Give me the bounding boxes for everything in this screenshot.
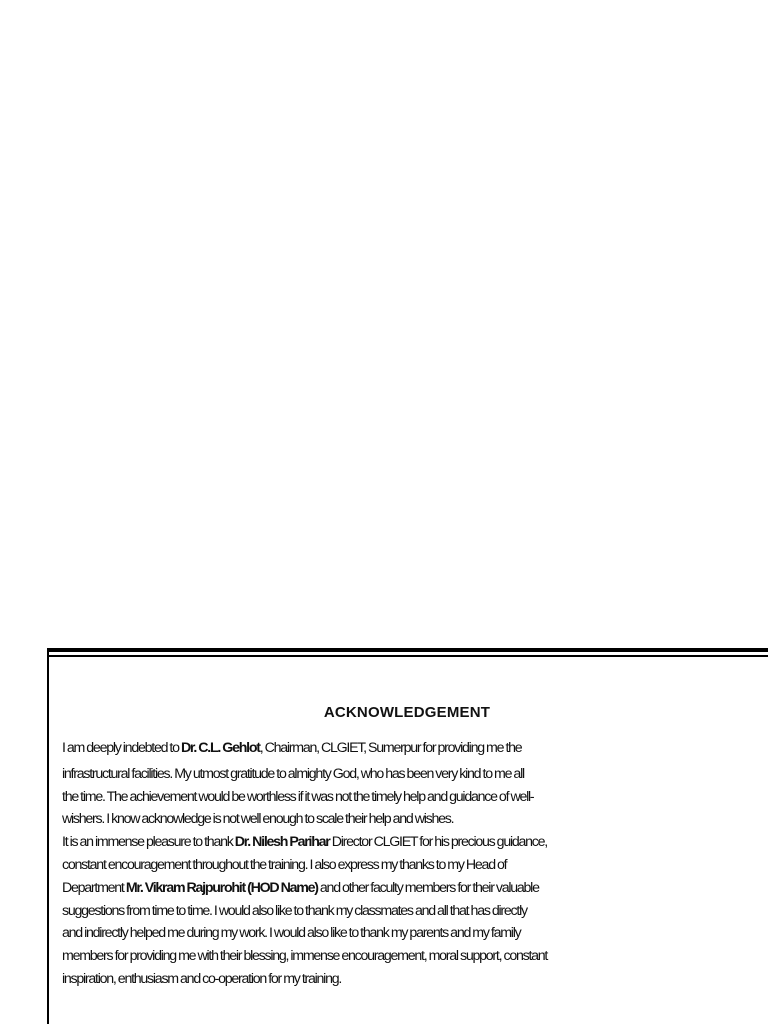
text-line: wishers. I know acknowledge is not well enough to scale their help and wishes. [62, 811, 454, 828]
chairman-name: Dr. C.L. Gehlot [180, 740, 260, 756]
text-line: the time. The achievement would be worthless if it was not the timely help and guidance of well- [62, 788, 534, 805]
text-line: and indirectly helped me during my work. I would also like to thank my parents and my family [62, 925, 521, 942]
section-title: ACKNOWLEDGEMENT [323, 704, 491, 721]
hod-name: Mr. Vikram Rajpurohit (HOD Name) [125, 879, 318, 896]
text-line: inspiration, enthusiasm and co-operation for my training. [62, 970, 342, 987]
text-line: Department Mr. Vikram Rajpurohit (HOD Name) and other faculty members for their valuable [62, 879, 539, 896]
text-line: suggestions from time to time. I would also like to thank my classmates and all that has directly [62, 902, 527, 919]
text-line: constant encouragement throughout the training. I also express my thanks to my Head of [62, 856, 507, 873]
text-line: members for providing me with their blessing, immense encouragement, moral support, constant [62, 948, 548, 965]
director-name: Dr. Nilesh Parihar [234, 834, 330, 851]
acknowledgement-section [62, 703, 768, 991]
text-line: It is an immense pleasure to thank Dr. Nilesh Parihar Director CLGIET for his precious guidance, [62, 834, 547, 851]
text-line: infrastructural facilities. My utmost gratitude to almighty God, who has been very kind to me all [62, 765, 524, 782]
acknowledgement-text [62, 737, 768, 991]
text-line: I am deeply indebted to Dr. C.L. Gehlot, Chairman, CLGIET, Sumerpur for providing me the [62, 740, 522, 756]
